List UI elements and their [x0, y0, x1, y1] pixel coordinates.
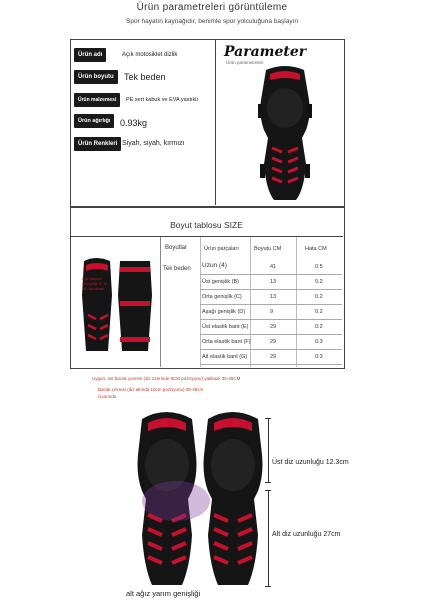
- size-cell-size: 29: [270, 339, 277, 345]
- lower-knee-length: Alt diz uzunluğu 27cm: [272, 531, 341, 538]
- column-divider: [250, 237, 251, 367]
- dimension-tick: [265, 490, 271, 491]
- size-cell-error: 0.2: [315, 279, 323, 285]
- upper-dimension-line: [268, 418, 269, 482]
- size-cell-part: Orta elastik bant (F): [202, 339, 251, 345]
- upper-knee-length: Üst diz uzunluğu 12.3cm: [272, 459, 349, 466]
- knee-pad-side-image: [256, 64, 314, 204]
- header-part: Ürün parçaları: [204, 246, 239, 252]
- size-cell-size: 29: [270, 324, 277, 330]
- size-cell-part: Uzun (4): [202, 262, 227, 269]
- size-cell-part: Aşağı genişlik (D): [202, 309, 246, 315]
- image-overlay-text: [82, 276, 126, 291]
- param-row-size: [74, 70, 214, 84]
- overlay-line: Kişi başına: [82, 276, 102, 281]
- fit-note: Uygun: üst bacak çevresi (diz üzerinde 8CM pozisyonu) yaklaşık 35-45CM: [92, 376, 241, 381]
- column-divider: [296, 237, 297, 367]
- param-label: Ürün ağırlığı: [74, 114, 114, 128]
- page-subtitle: Spor hayatın kaynağıdır, benimle spor yolculuğuna başlayın: [126, 18, 298, 25]
- size-cell-size: 41: [270, 264, 277, 270]
- header-size: Boyutu CM: [254, 246, 282, 252]
- size-cell-error: 0.5: [315, 264, 323, 270]
- bottom-half-width: alt ağız yarım genişliği: [126, 589, 201, 598]
- dimension-tick: [265, 586, 271, 587]
- param-value: Siyah, siyah, kırmızı: [122, 140, 185, 147]
- param-label: Ürün boyutu: [74, 70, 118, 84]
- size-row-line: [200, 319, 342, 320]
- knee-pad-front-back-image: [80, 255, 154, 355]
- overlay-line: Genişliği 37.8: [82, 281, 107, 286]
- param-value: Tek beden: [124, 72, 166, 82]
- size-table-title: Boyut tablosu SIZE: [170, 220, 243, 230]
- column-divider: [200, 237, 201, 367]
- param-label: Ürün Renkleri: [74, 137, 121, 151]
- size-header: Boyutlar: [165, 245, 188, 251]
- size-cell-error: 0.3: [315, 339, 323, 345]
- param-value: PE sert kabuk ve EVA yastıklı: [126, 97, 199, 103]
- size-row-line: [200, 334, 342, 335]
- size-cell-error: 0.3: [315, 354, 323, 360]
- size-cell-part: Üst genişlik (B): [202, 279, 239, 285]
- param-row-material: [74, 93, 214, 107]
- param-value: 0.93kg: [120, 118, 148, 128]
- size-cell-part: Orta genişlik (C): [202, 294, 242, 300]
- size-row-line: [200, 289, 342, 290]
- knee-pads-large-image: [136, 405, 266, 587]
- overlay-line: 36 ürünlerdir: [82, 286, 105, 291]
- size-cell-error: 0.2: [315, 324, 323, 330]
- param-label: Ürün malzemesi: [74, 93, 120, 107]
- size-cell-size: 13: [270, 279, 277, 285]
- size-row-line: [200, 304, 342, 305]
- size-row-line: [200, 274, 342, 275]
- header-error: Hata CM: [305, 246, 327, 252]
- size-row-line: [200, 349, 342, 350]
- size-row-line: [200, 364, 342, 365]
- fit-note: civarında: [98, 394, 117, 399]
- lower-dimension-line: [268, 490, 269, 586]
- parameter-heading: Parameter: [224, 44, 307, 60]
- size-cell-error: 0.2: [315, 309, 323, 315]
- param-row-name: [74, 48, 214, 62]
- param-row-colors: [74, 137, 214, 151]
- size-cell-size: 9: [270, 309, 274, 315]
- parameter-subheading: Ürün parametreleri: [226, 60, 264, 65]
- size-cell-error: 0.2: [315, 294, 323, 300]
- size-table-column-divider: [160, 237, 161, 367]
- size-table-divider: [70, 236, 343, 237]
- dimension-tick: [265, 418, 271, 419]
- param-row-weight: [74, 114, 214, 128]
- size-cell-part: Üst elastik bant (E): [202, 324, 249, 330]
- param-label: Ürün adı: [74, 48, 106, 62]
- page-title: Ürün parametreleri görüntüleme: [136, 2, 288, 13]
- size-value: Tek beden: [163, 266, 191, 272]
- parameter-divider: [215, 39, 216, 205]
- size-cell-size: 13: [270, 294, 277, 300]
- size-cell-size: 29: [270, 354, 277, 360]
- param-value: Açık motosiklet dizlik: [122, 52, 178, 58]
- size-cell-part: Alt elastik bant (G): [202, 354, 248, 360]
- dimension-tick: [265, 482, 271, 483]
- fit-note: Bacak çevresi (diz altında 10cm pozisyonu) 36-48cm: [98, 387, 204, 392]
